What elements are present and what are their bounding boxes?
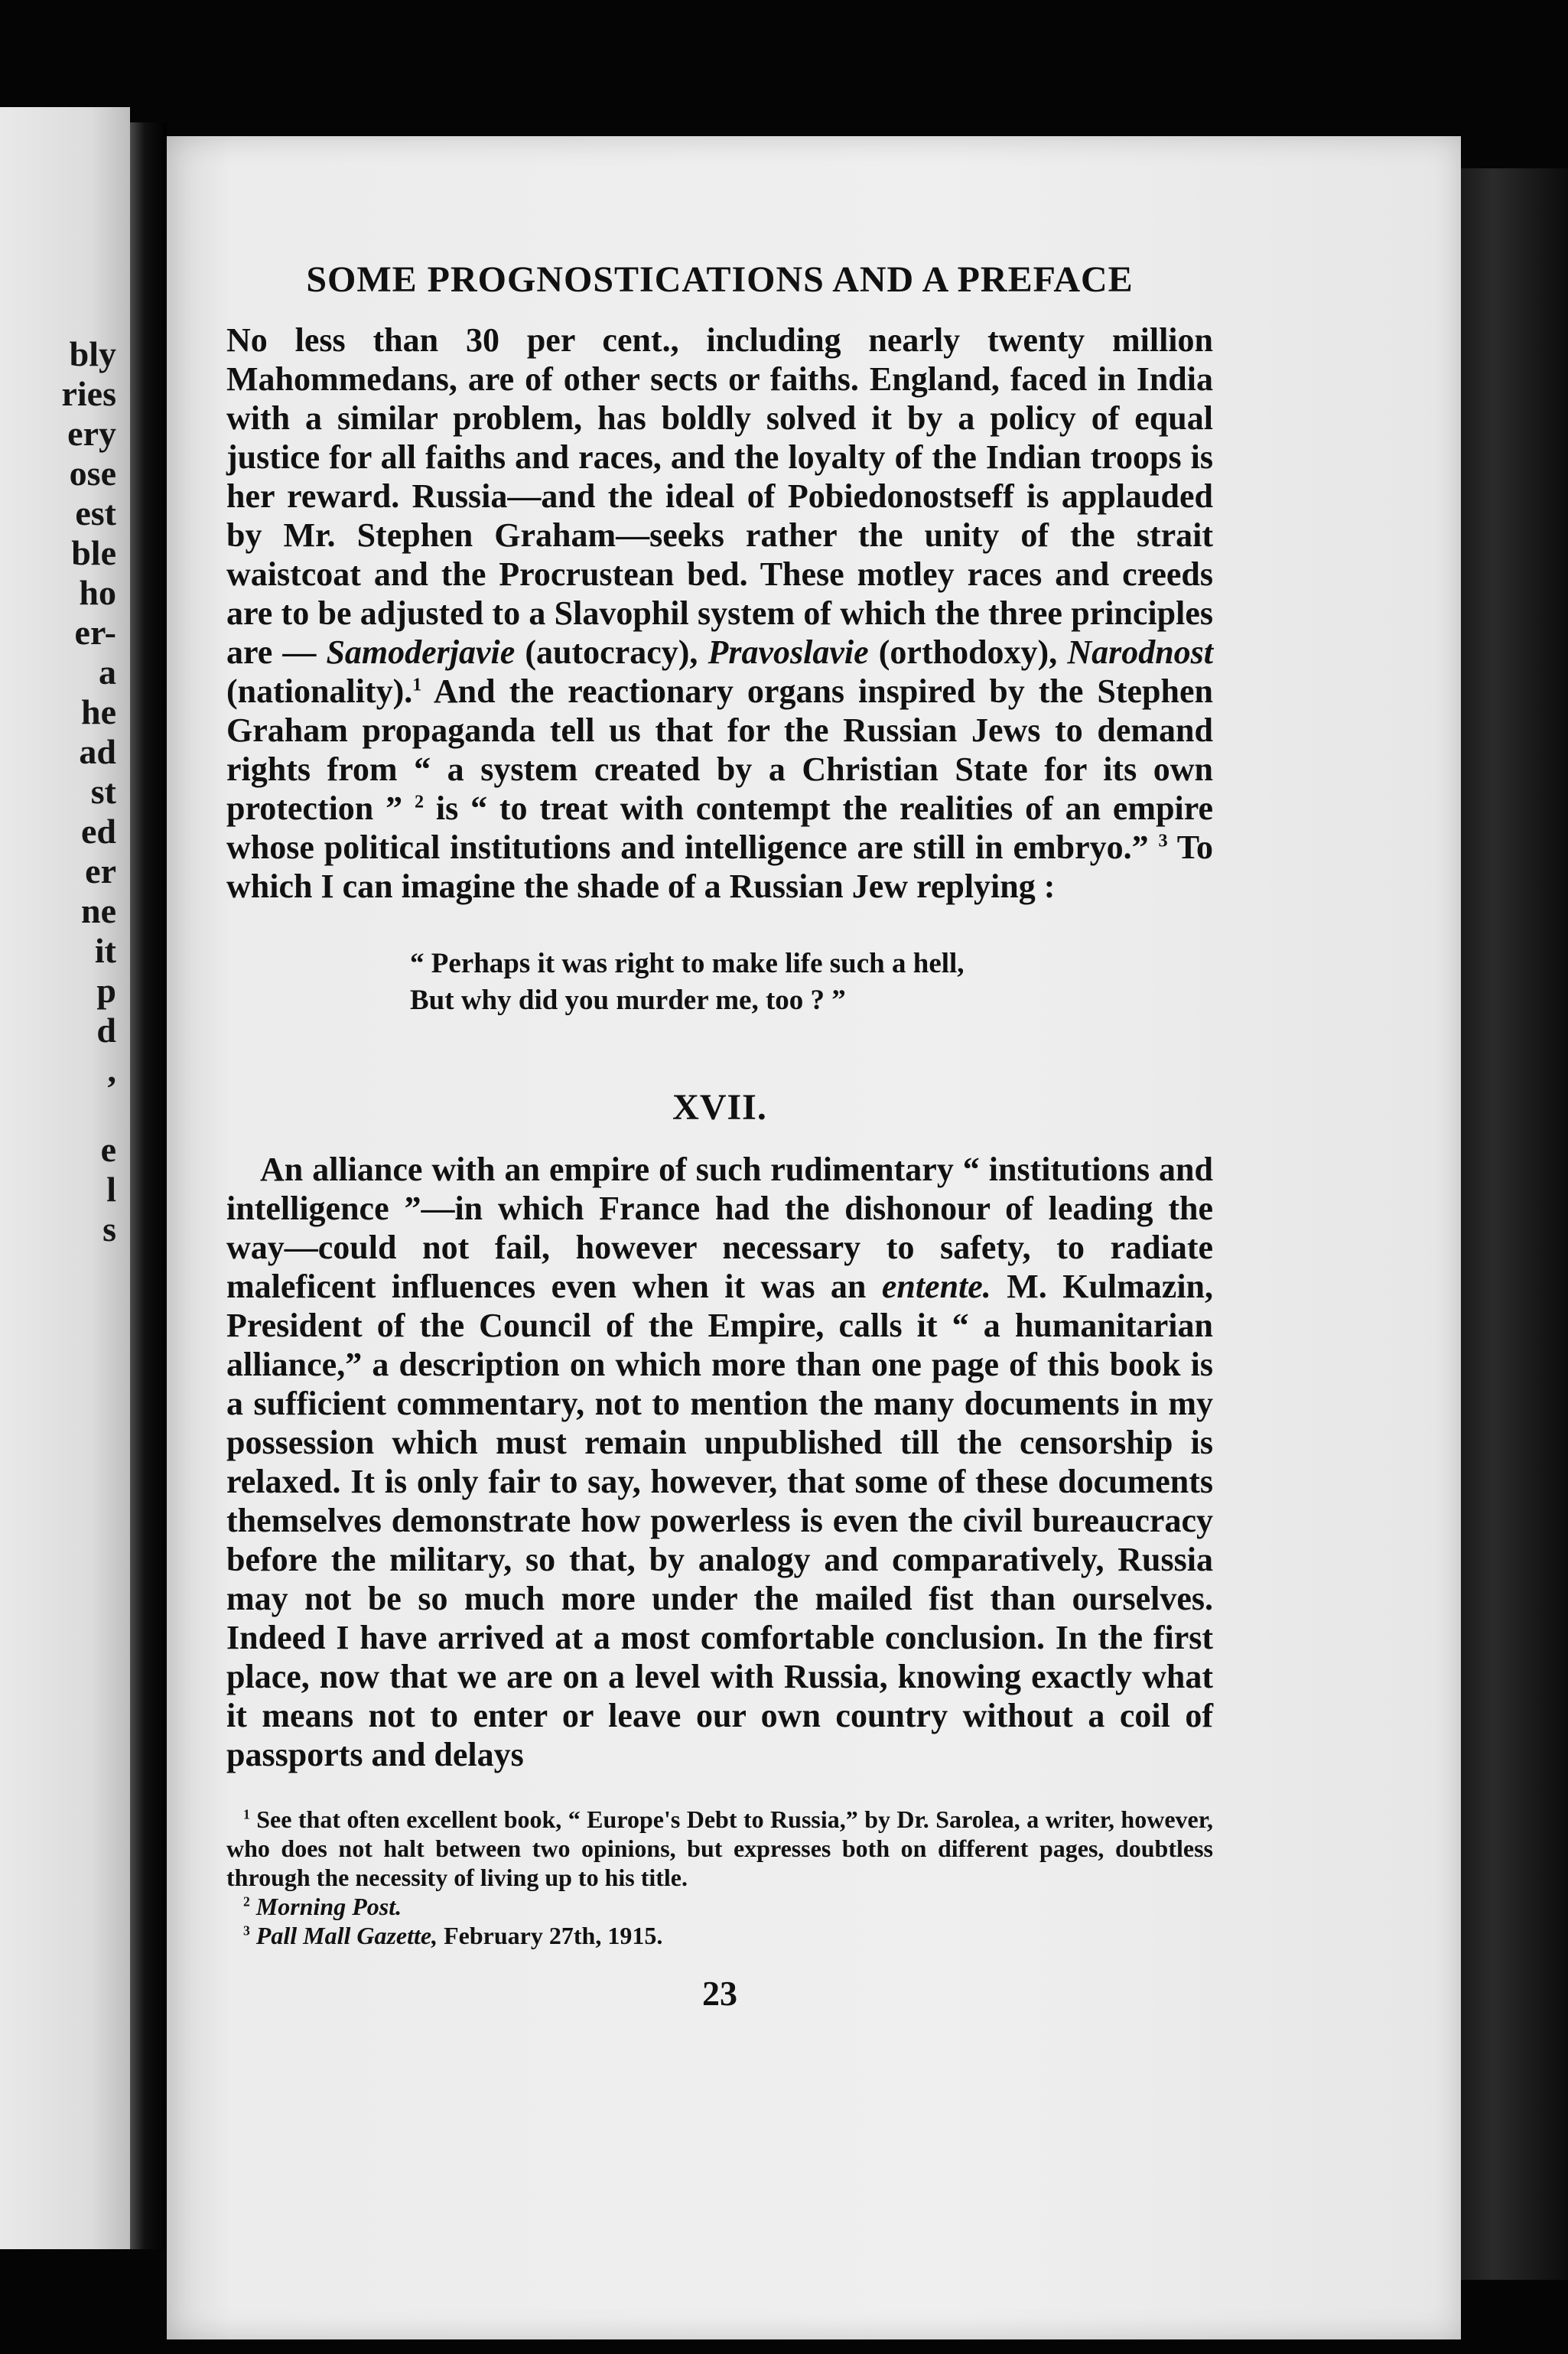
left-page-fragment: p (96, 971, 116, 1010)
left-page-fragment: e (100, 1130, 116, 1169)
italic-term: Narodnost (1067, 633, 1214, 671)
footnote (226, 1892, 1213, 1921)
left-page-fragment: ne (81, 891, 116, 930)
left-page-fragment: ries (61, 374, 116, 413)
left-page-fragment: he (81, 692, 116, 731)
left-page-fragment: ho (79, 573, 116, 612)
paragraph-text: And the reactionary organs inspired by the Stephen Graham propaganda tell us that for the Russian Jews to demand rights from “ a system created by a Christian State for its own protection ” (226, 672, 1213, 827)
paragraph-text: To which I can imagine the shade of a Russian Jew replying : (226, 829, 1213, 905)
left-page-fragment: bly (69, 334, 116, 373)
footnote-text: February 27th, 1915. (444, 1922, 663, 1949)
paragraph-text: No less than 30 per cent., including nearly twenty million Mahommedans, are of other sects or faiths. England, faced in India with a similar problem, has boldly solved it by a policy of equal justice for all faiths and races, and the loyalty of the Indian troops is her reward. Russia—and the ideal of Pobiedonostseff is applauded by Mr. Stephen Graham—seeks rather the unity of the strait waistcoat and the Procrustean bed. These motley races and creeds are to be adjusted to a Slavophil system of which the three principles are — (226, 321, 1213, 671)
italic-term: Pravoslavie (708, 633, 869, 671)
footnote (226, 1805, 1213, 1892)
book-gutter (130, 122, 167, 2249)
left-page-fragment: a (99, 653, 116, 692)
left-page-fragment: er (85, 851, 116, 890)
footnote (226, 1921, 1213, 1950)
footnote-mark: 3 (243, 1923, 250, 1939)
footnote-mark: 2 (243, 1893, 250, 1910)
footnote-mark: 1 (243, 1806, 250, 1822)
left-page-fragment: it (94, 931, 116, 970)
left-page-fragment: l (106, 1170, 116, 1209)
paragraph-text: An alliance with an empire of such rudimentary “ institutions and intelligence ”—in which France had the dishonour of leading the way—could not fail, however necessary to safety, to radiate maleficent influences even when it was an (226, 1151, 1213, 1305)
book-page (167, 136, 1461, 2339)
verse-quotation (410, 946, 1213, 1019)
running-head: SOME PROGNOSTICATIONS AND A PREFACE (306, 259, 1134, 300)
footnote-reference: 3 (1158, 830, 1168, 851)
left-page-fragment: ery (67, 414, 116, 453)
footnote-italic: Pall Mall Gazette, (255, 1922, 438, 1949)
footnote-reference: 1 (412, 674, 422, 695)
footnote-text: See that often excellent book, “ Europe's Debt to Russia,” by Dr. Sarolea, a writer, however, who does not halt between two opinions, but expresses both on different pages, doubtless through the necessity of living up to his title. (226, 1805, 1214, 1891)
left-page-fragment: est (75, 493, 116, 532)
left-page-fragment: , (107, 1050, 116, 1089)
paragraph (226, 1150, 1213, 1774)
paragraph-text: M. Kulmazin, President of the Council of the Empire, calls it “ a humanitarian alliance,” a description on which more than one page of this book is a sufficient commentary, not to mention the many documents in my possession which must remain unpublished till the censorship is relaxed. It is only fair to say, however, that some of these documents themselves demonstrate how powerless is even the civil bureaucracy before the military, so that, by analogy and comparatively, Russia may not be so much more under the mailed fist than ourselves. Indeed I have arrived at a most comfortable conclusion. In the first place, now that we are on a level with Russia, knowing exactly what it means not to enter or leave our own country without a coil of passports and delays (226, 1268, 1214, 1773)
left-page-fragment: ose (69, 454, 116, 493)
paragraph-text: (orthodoxy), (878, 633, 1058, 671)
paragraph (226, 321, 1213, 906)
footnote-reference: 2 (414, 791, 425, 812)
footnote-text: Morning Post. (255, 1893, 402, 1920)
left-page-fragment: s (102, 1210, 116, 1249)
verse-line: “ Perhaps it was right to make life such a hell, (410, 948, 965, 979)
left-page-fragment: er- (74, 613, 116, 652)
paragraph-text: is “ to treat with contempt the realities of an empire whose political institutions and intelligence are still in embryo.” (226, 790, 1214, 866)
left-page-fragment: ble (71, 533, 116, 572)
paragraph-text: (autocracy), (525, 633, 698, 671)
book-right-edge (1461, 168, 1568, 2280)
left-page-fragment: d (96, 1011, 116, 1050)
paragraph-text: (nationality). (226, 672, 413, 710)
left-page-fragment: st (90, 772, 116, 811)
adjacent-left-page (0, 107, 130, 2249)
italic-term: Samoderjavie (326, 633, 516, 671)
left-page-fragment: ad (79, 732, 116, 771)
left-page-fragment: ed (81, 812, 116, 851)
verse-line: But why did you murder me, too ? ” (410, 985, 846, 1016)
section-heading: XVII. (672, 1087, 767, 1128)
footnotes (226, 1805, 1213, 1950)
page-content (226, 259, 1213, 2014)
page-number: 23 (702, 1974, 737, 2013)
italic-term: entente. (881, 1268, 991, 1305)
